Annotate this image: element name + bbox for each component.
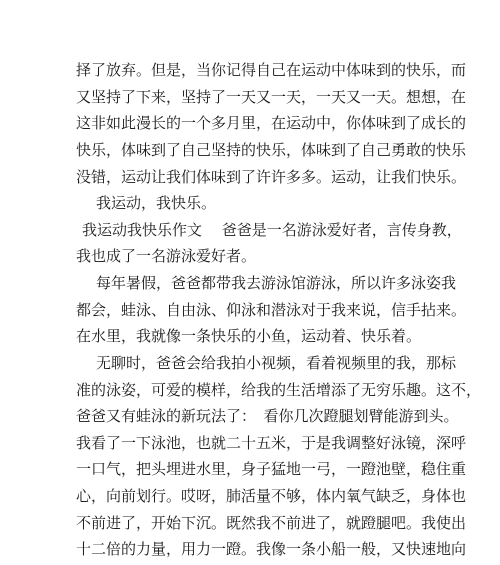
- text-line: 我也成了一名游泳爱好者。: [76, 247, 257, 266]
- text-line: 我运动我快乐作文 爸爸是一名游泳爱好者，言传身教，: [82, 220, 462, 239]
- text-line: 准的泳姿，可爱的模样，给我的生活增添了无穷乐趣。这不，: [76, 380, 482, 399]
- text-line: 没错，运动让我们体味到了许许多多。运动，让我们快乐。: [76, 167, 467, 186]
- text-line: 心，向前划行。哎呀，肺活量不够，体内氧气缺乏，身体也: [76, 487, 467, 506]
- text-line: 无聊时，爸爸会给我拍小视频，看着视频里的我，那标: [96, 353, 457, 372]
- text-line: 又坚持了下来，坚持了一天又一天，一天又一天。想想，在: [76, 87, 467, 106]
- text-line: 快乐，体味到了自己坚持的快乐，体味到了自己勇敢的快乐: [76, 140, 467, 159]
- text-line: 我运动，我快乐。: [96, 194, 217, 213]
- text-line: 这非如此漫长的一个多月里，在运动中，你体味到了成长的: [76, 114, 467, 133]
- text-line: 每年暑假，爸爸都带我去游泳馆游泳，所以许多泳姿我: [96, 274, 457, 293]
- text-line: 爸爸又有蛙泳的新玩法了： 看你几次蹬腿划臂能游到头。: [76, 407, 459, 426]
- text-line: 都会，蛙泳、自由泳、仰泳和潜泳对于我来说，信手拈来。: [76, 300, 467, 319]
- text-line: 一口气，把头埋进水里，身子猛地一弓，一蹬池壁，稳住重: [76, 460, 467, 479]
- text-line: 我看了一下泳池，也就二十五米，于是我调整好泳镜，深呼: [76, 433, 467, 452]
- text-line: 择了放弃。但是，当你记得自己在运动中体味到的快乐，而: [76, 61, 467, 79]
- text-line: 十二倍的力量，用力一蹬。我像一条小船一般，又快速地向: [76, 540, 467, 559]
- text-line: 不前进了，开始下沉。既然我不前进了，就蹬腿吧。我使出: [76, 513, 467, 532]
- text-line: 在水里，我就像一条快乐的小鱼，运动着、快乐着。: [76, 327, 422, 346]
